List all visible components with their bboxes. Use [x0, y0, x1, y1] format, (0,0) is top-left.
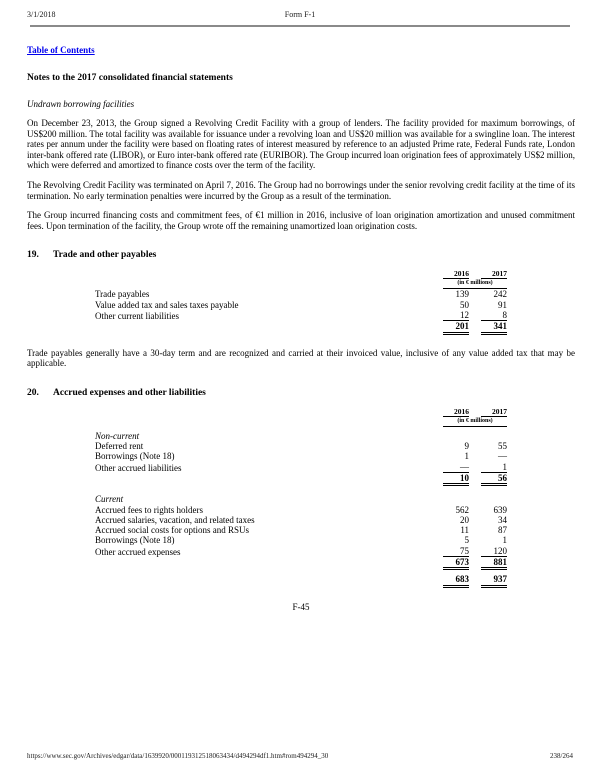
value-2017: 55: [498, 441, 507, 452]
table-row: [95, 310, 507, 321]
grand-total-row: [95, 574, 507, 587]
row-label: Value added tax and sales taxes payable: [95, 299, 239, 310]
value-2017: 1: [502, 535, 507, 546]
total-2017: 881: [481, 557, 507, 570]
table-row: [95, 451, 507, 461]
row-label: Accrued salaries, vacation, and related taxes: [95, 514, 255, 525]
units-label: (in € millions): [443, 417, 507, 427]
table-row: [95, 535, 507, 545]
section-19-heading: [27, 250, 575, 260]
value-2017: 91: [498, 299, 507, 310]
row-label: Other accrued liabilities: [95, 462, 182, 473]
row-label: Accrued fees to rights holders: [95, 504, 203, 515]
section-label: Current: [95, 494, 124, 505]
table-row: [95, 515, 507, 525]
document-content: [27, 40, 575, 612]
table-row: [95, 546, 507, 557]
value-2016: 5: [464, 535, 469, 546]
column-header-2016: 2016: [443, 269, 469, 279]
table-total-row: [95, 321, 507, 334]
accrued-expenses-table: [95, 407, 507, 588]
document-page-number: F-45: [292, 601, 310, 612]
value-2017: 87: [498, 525, 507, 536]
grand-total-2017: 937: [481, 574, 507, 587]
grand-total-2016: 683: [443, 574, 469, 587]
header-rule: [30, 25, 570, 27]
row-label: Other current liabilities: [95, 310, 179, 321]
noncurrent-section-row: [95, 431, 507, 441]
row-label: Other accrued expenses: [95, 546, 181, 557]
section-19-title: Trade and other payables: [53, 250, 157, 261]
value-2017: 34: [498, 514, 507, 525]
paragraph-trade-payables-terms: Trade payables generally have a 30-day term and are recognized and carried at their invoiced value, inclusive of any value added tax that may be applicable.: [27, 347, 575, 369]
section-19-number: 19.: [27, 250, 39, 261]
value-2016: 75: [443, 546, 469, 557]
paragraph-financing-costs: The Group incurred financing costs and commitment fees, of €1 million in 2016, inclusive of loan origination amortization and unused commitment fees. Upon termination of the facility, the Group wrote off the remaining unamortized loan origination costs.: [27, 210, 575, 231]
total-2017: 341: [481, 321, 507, 334]
row-label: Borrowings (Note 18): [95, 451, 175, 462]
row-label: Borrowings (Note 18): [95, 535, 175, 546]
subheading-undrawn-borrowing: Undrawn borrowing facilities: [27, 99, 135, 109]
notes-title: Notes to the 2017 consolidated financial statements: [27, 73, 233, 83]
value-2016: 20: [460, 514, 469, 525]
table-of-contents-link[interactable]: Table of Contents: [27, 45, 95, 55]
total-2017: 56: [481, 473, 507, 486]
header-form-title: Form F-1: [284, 10, 316, 19]
value-2016: —: [443, 462, 469, 473]
value-2017: 1: [481, 462, 507, 473]
value-2017: 120: [481, 546, 507, 557]
trade-payables-table: [95, 269, 507, 334]
table-row: [95, 505, 507, 515]
column-header-2017: 2017: [481, 407, 507, 417]
header-date: 3/1/2018: [27, 10, 56, 19]
footer-page-count: 238/264: [550, 752, 573, 760]
table-year-header-row: [95, 407, 507, 417]
value-2017: 8: [481, 310, 507, 321]
column-header-2016: 2016: [443, 407, 469, 417]
total-2016: 673: [443, 557, 469, 570]
paragraph-credit-facility: On December 23, 2013, the Group signed a Revolving Credit Facility with a group of lenders. The facility provided for maximum borrowings, of US$200 million. The total facility was available for issuance under a revolving loan and US$20 million was available for a swingline loan. The interest rates per annum under the facility were based on floating rates of interest measured by reference to an adjusted Prime rate, Federal Funds rate, London inter-bank offered rate (LIBOR), or Euro inter-bank offered rate (EURIBOR). The Group incurred loan origination fees of approximately US$2 million, which were deferred and amortized to finance costs over the term of the facility.: [27, 118, 575, 171]
row-label: Accrued social costs for options and RSUs: [95, 525, 249, 536]
paragraph-termination: The Revolving Credit Facility was terminated on April 7, 2016. The Group had no borrowings under the senior revolving credit facility at the time of its termination. No early termination penalties were incurred by the Group as a result of the termination.: [27, 179, 575, 201]
value-2017: —: [498, 451, 507, 462]
value-2017: 242: [493, 289, 507, 300]
table-units-row: [95, 279, 507, 289]
total-2016: 201: [443, 321, 469, 334]
value-2017: 639: [493, 504, 507, 515]
value-2016: 50: [460, 299, 469, 310]
value-2016: 11: [460, 525, 469, 536]
section-20-heading: [27, 388, 575, 398]
current-section-row: [95, 494, 507, 504]
table-row: [95, 289, 507, 299]
section-20-number: 20.: [27, 387, 39, 398]
units-label: (in € millions): [443, 279, 507, 289]
value-2016: 562: [455, 504, 469, 515]
row-label: Deferred rent: [95, 441, 144, 452]
section-label: Non-current: [95, 430, 140, 441]
value-2016: 12: [443, 310, 469, 321]
table-units-row: [95, 417, 507, 427]
total-2016: 10: [443, 473, 469, 486]
footer-url: https://www.sec.gov/Archives/edgar/data/1639920/000119312518063434/d494294df1.htm#rom494294_30: [27, 752, 329, 760]
section-20-title: Accrued expenses and other liabilities: [53, 387, 206, 398]
table-year-header-row: [95, 269, 507, 279]
table-row: [95, 525, 507, 535]
table-row: [95, 300, 507, 310]
column-header-2017: 2017: [481, 269, 507, 279]
value-2016: 139: [455, 289, 469, 300]
current-total-row: [95, 557, 507, 570]
value-2016: 9: [464, 441, 469, 452]
print-footer: [27, 752, 573, 760]
table-row: [95, 441, 507, 451]
noncurrent-total-row: [95, 473, 507, 486]
value-2016: 1: [464, 451, 469, 462]
table-row: [95, 462, 507, 473]
row-label: Trade payables: [95, 289, 150, 300]
